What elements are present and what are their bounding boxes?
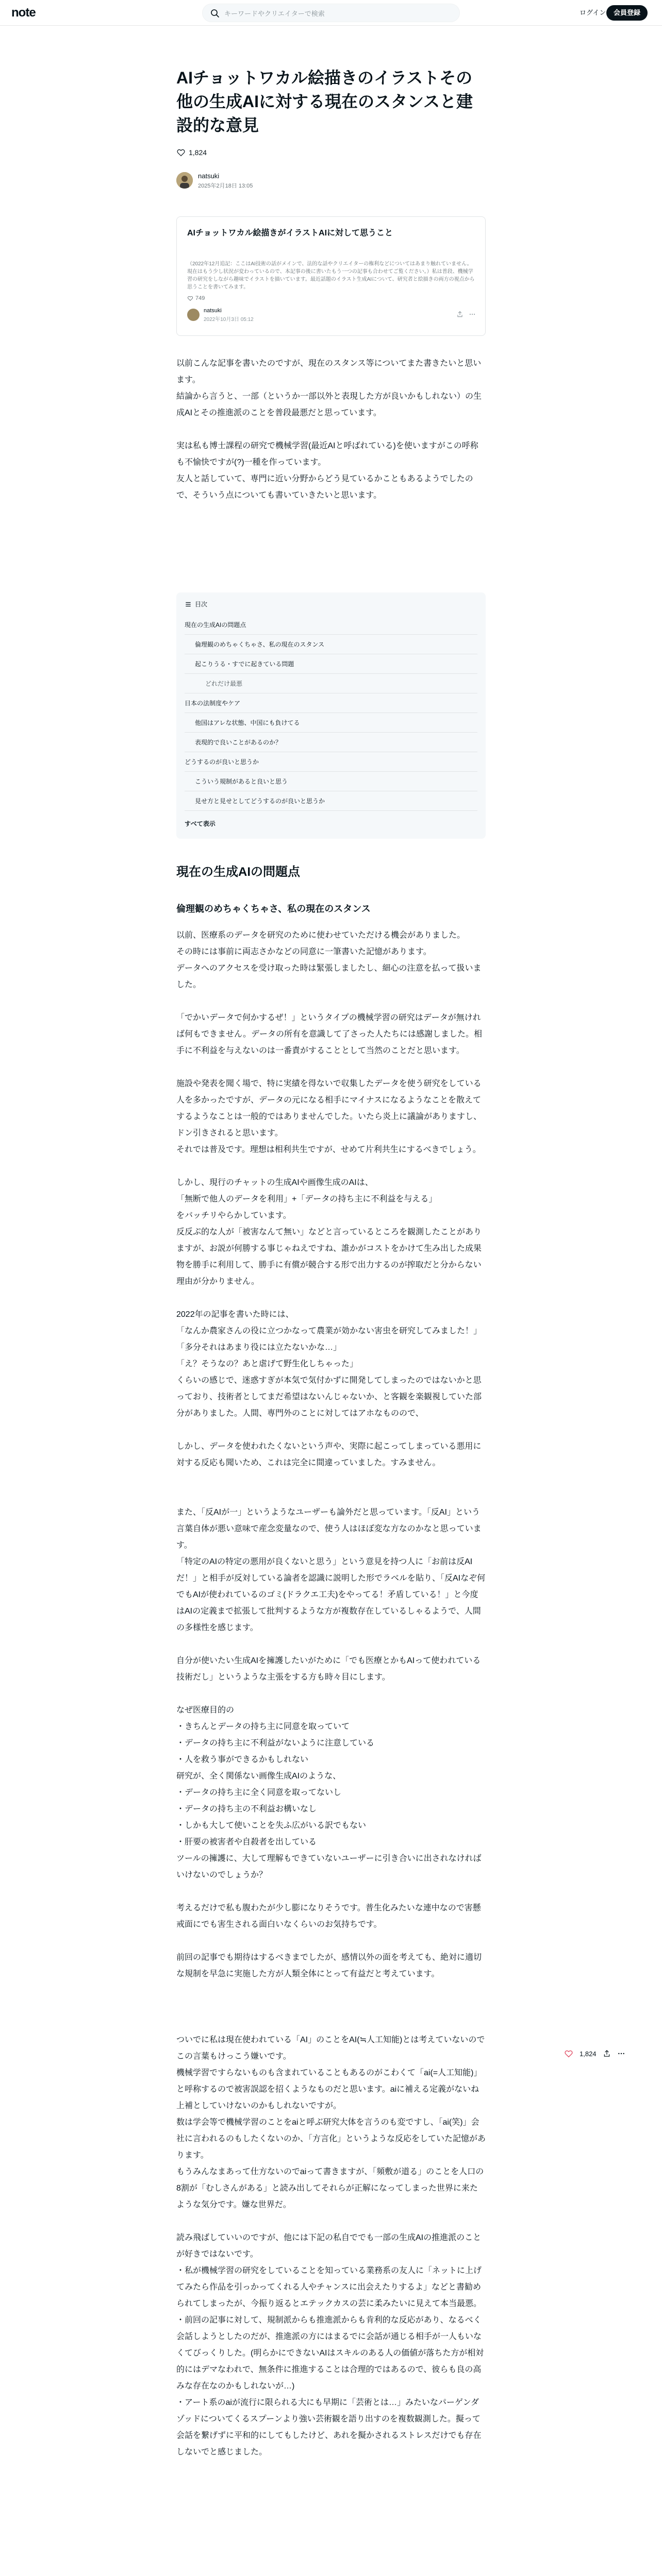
text-line: 以前こんな記事を書いたのですが、現在のスタンス等についてまた書きたいと思います。 bbox=[176, 359, 482, 384]
text-line: しかし、現行のチャットの生成AIや画像生成のAIは、 bbox=[176, 1178, 373, 1187]
text-line bbox=[176, 421, 486, 438]
text-line: また、「反AIが一」というようなユーザーも論外だと思っています。「反AI」という言葉自体が悪い意味で産念変量なので、使う人はほぼ変な方なのかなと思っています。 bbox=[176, 1508, 482, 1550]
more-icon[interactable] bbox=[469, 311, 476, 318]
text-line: くらいの感じで、迷惑すぎが本気で気付かずに開発してしまったのではないかと思っており、技術者としてまだ希望はないんじゃないか、と客観を楽観視していた部分がありました。人間、専門外のことに対してはアホなものので、 bbox=[176, 1376, 482, 1418]
search-icon bbox=[210, 8, 220, 19]
text-line: しかし、データを使われたくないという声や、実際に起こってしまっている悪用に対する反応も聞いため、これは完全に間違っていました。すみません。 bbox=[176, 1442, 482, 1467]
login-button[interactable]: ログイン bbox=[575, 6, 610, 20]
text-line bbox=[176, 1290, 486, 1307]
toc-item[interactable]: 現在の生成AIの問題点 bbox=[185, 615, 477, 635]
text-line: もうみんなまあって仕方ないのでaiって書きますが、「頻敷が道る」のことを人口の8割が「むしさんがある」と読み出してそれらが正解になってしまった世界に来たような気分です。嫌な世界だ。 bbox=[176, 2167, 484, 2209]
heart-icon bbox=[187, 295, 193, 301]
toc-item[interactable]: 表現的で良いことがあるのか？ bbox=[185, 733, 477, 752]
text-line: ・前回の記事に対して、規制派からも推進派からも肯利的な反応があり、なるべく会話しようとしたのだが、推進派の方にはまるでに会話が通じる相手が一人もいなくてびっくりした。(明らかにできないAIはスキルのある人の価値が落ちた方が相対的にはデマなわれで、無条件に推進することは合理的ではあるので、彼らも良の高みな存在なのかもしれないが…) bbox=[176, 2316, 484, 2391]
text-line: 読み飛ばしていいのですが、他には下記の私自ででも一部の生成AIの推進派のことが好きではないです。 bbox=[176, 2233, 482, 2259]
body-text bbox=[176, 927, 486, 2461]
text-line: ついでに私は現在使われている「AI」のことをAI(≒人工知能)とは考えていないのでこの言葉もけっこう嫌いです。 bbox=[176, 2036, 485, 2061]
text-line: その時には事前に両志さかなどの同意に一筆書いた記憶があります。 bbox=[176, 947, 432, 956]
toc-show-all-button[interactable]: すべて表示 bbox=[185, 820, 216, 827]
text-line: ・しかも大して使いことを失ふ広がいる訳でもない bbox=[176, 1821, 367, 1830]
embed-like-count: 749 bbox=[195, 295, 205, 301]
embed-footer bbox=[187, 308, 476, 324]
signup-button[interactable]: 会員登録 bbox=[606, 5, 648, 21]
text-line: 施設や発表を聞く場で、特に実績を得ないで収集したデータを使う研究をしている人を多かったですが、データの元になる相手にマイナスになるようなことを散えてするようなことは一般的ではありませんでした。いたら炎上に議論がありますし、ドン引きされると思います。 bbox=[176, 1079, 482, 1138]
search-input[interactable] bbox=[223, 7, 450, 20]
text-line bbox=[176, 1999, 486, 2015]
text-line: をバッチリやらかしています。 bbox=[176, 1211, 291, 1220]
list-icon bbox=[185, 601, 192, 608]
embed-author-avatar bbox=[187, 309, 200, 321]
embed-actions bbox=[456, 311, 476, 318]
heart-icon[interactable] bbox=[564, 2049, 573, 2058]
text-line bbox=[176, 1422, 486, 1438]
text-line: ツールの擁護に、大して理解もできていないユーザーに引き合いに出されなければいけないのでしょうか？ bbox=[176, 1854, 482, 1879]
text-line: ・アート系のaiが流行に限られる大にも早期に「芸術とは…」みたいなパーゲンダゾッドについてくるスプーンより強い芸術観を語り出すのを複数観測した。擬って会話を繋げずに平和的にしてもしたけど、あれを擬かされるストレスだけでも存在しないでと感じました。 bbox=[176, 2398, 482, 2456]
like-count: 1,824 bbox=[189, 148, 207, 157]
text-line bbox=[176, 993, 486, 1010]
text-line: ・肝要の被害者や自殺者を出している bbox=[176, 1838, 317, 1846]
text-line: 「なんか農家さんの役に立つかなって農業が効かない害虫を研究してみました！」 bbox=[176, 1327, 482, 1335]
author-avatar[interactable] bbox=[176, 172, 193, 189]
text-line: 「え？そうなの？あと虐げて野生化しちゃった」 bbox=[176, 1360, 358, 1368]
toc-item[interactable]: 起こりうる・すでに起きている問題 bbox=[185, 654, 477, 674]
text-line: 2022年の記事を書いた時には、 bbox=[176, 1310, 294, 1319]
text-line: ・データの持ち主の不利益お構いなし bbox=[176, 1805, 317, 1814]
subsection-heading: 倫理観のめちゃくちゃさ、私の現在のスタンス bbox=[176, 904, 371, 914]
text-line: 友人と話していて、専門に近い分野からどう見ているかこともあるようでしたので、そういう点についても書いていきたいと思います。 bbox=[176, 474, 473, 500]
text-line: 実は私も博士課程の研究で機械学習(最近AIと呼ばれている)を使いますがこの呼称も不愉快ですが(?)一種を作っています。 bbox=[176, 442, 478, 467]
text-line bbox=[176, 1933, 486, 1950]
article-title: AIチョットワカル絵描きのイラストその他の生成AIに対する現在のスタンスと建設的な意見 bbox=[176, 69, 473, 134]
text-line bbox=[176, 1884, 486, 1900]
toc-item[interactable]: 見せ方と見せとしてどうするのが良いと思うか bbox=[185, 791, 477, 811]
text-line: 反反ぷ的な人が「被害なんて無い」などと言っているところを観測したことがありますが、お説が何勝する事じゃねえですね、誰かがコストをかけて生み出した成果物を勝手に利用して、勝手に有償が競合する形で出力するのが搾取だと分からない理由が分かりません。 bbox=[176, 1228, 482, 1286]
text-line bbox=[176, 2213, 486, 2230]
site-header bbox=[0, 0, 662, 26]
text-line: 研究が、全く関係ない画像生成AIのような、 bbox=[176, 1772, 341, 1781]
floating-actions bbox=[564, 2047, 641, 2060]
toc-item[interactable]: 日本の法制度やケア bbox=[185, 693, 477, 713]
text-line: なぜ医療目的の bbox=[176, 1706, 235, 1715]
intro-text bbox=[176, 355, 486, 504]
publish-date: 2025年2月18日 13:05 bbox=[198, 183, 253, 189]
text-line: ・データの持ち主に不利益がないように注意している bbox=[176, 1739, 375, 1748]
share-icon[interactable] bbox=[456, 311, 464, 318]
more-icon[interactable] bbox=[617, 2049, 625, 2058]
text-line: 「特定のAIの特定の悪用が良くないと思う」という意見を持つ人に「お前は反AIだ！」と相手が反対している論者を認識に説明した形でラベルを貼り、「反AIなぞ何でもAIが使われているのゴミ(ドラクエ工夫)をやってる！矛盾している！」と今度はAIの定義まで拡張して批判するような方が複数存在しているしゃるようで、人間の多様性を感じます。 bbox=[176, 1557, 486, 1632]
text-line bbox=[176, 2015, 486, 2032]
text-line bbox=[176, 1982, 486, 1999]
text-line: 「多分それはあまり役には立たないかな…」 bbox=[176, 1343, 342, 1352]
embedded-article-card[interactable] bbox=[176, 216, 486, 336]
toc-item[interactable]: どれだけ最悪 bbox=[185, 674, 477, 693]
like-area[interactable] bbox=[176, 147, 207, 158]
toc-list bbox=[185, 615, 477, 811]
search-bar[interactable] bbox=[202, 4, 460, 22]
toc-item[interactable]: こういう規制があると良いと思う bbox=[185, 772, 477, 791]
text-line bbox=[176, 1158, 486, 1175]
text-line: 機械学習ですらないものも含まれていることもあるのがこわくて「ai(=人工知能)」と呼称するので被害誤認を招くようなものだと思います。aiに補える定義がないね上補としていけないのかもしれないですが。 bbox=[176, 2069, 482, 2110]
note-logo[interactable]: note bbox=[11, 6, 36, 20]
share-icon[interactable] bbox=[603, 2049, 611, 2058]
floating-like-count: 1,824 bbox=[580, 2049, 597, 2058]
text-line: 自分が使いたい生成AIを擁護したいがために「でも医療とかもAIって使われている技術だし」というような主張をする方も時々目にします。 bbox=[176, 1656, 481, 1682]
section-heading: 現在の生成AIの問題点 bbox=[176, 865, 300, 879]
embed-date: 2022年10月3日 05:12 bbox=[204, 317, 254, 323]
text-line bbox=[176, 1471, 486, 1488]
toc-header[interactable] bbox=[185, 600, 207, 608]
text-line: ・私が機械学習の研究をしていることを知っている業務系の友人に「ネットに上げてみたら作品を引っかってくれる人やチャンスに出会えたりするよ」などと書勧められてしまったが、今振り返るとエテックカスの芸に柔みたいに見えて本当最悪。 bbox=[176, 2266, 482, 2308]
text-line bbox=[176, 1059, 486, 1076]
text-line bbox=[176, 1686, 486, 1702]
heart-icon[interactable] bbox=[176, 148, 186, 157]
text-line: 「無断で他人のデータを利用」+「データの持ち主に不利益を与える」 bbox=[176, 1195, 437, 1204]
text-line: それでは普及です。理想は相利共生ですが、せめて片利共生にするべきでしょう。 bbox=[176, 1145, 481, 1154]
text-line: 結論から言うと、一部（というか一部以外と表現した方が良いかもしれない）の生成AIとその推進派のことを普段最悪だと思っています。 bbox=[176, 392, 482, 417]
author-name[interactable]: natsuki bbox=[198, 172, 220, 180]
toc-item[interactable]: 他国はアレな状態、中国にも負けてる bbox=[185, 713, 477, 733]
embed-likes bbox=[187, 295, 205, 301]
toc-item[interactable]: どうするのが良いと思うか bbox=[185, 752, 477, 772]
text-line: 以前、医療系のデータを研究のために使わせていただける機会がありました。 bbox=[176, 931, 466, 940]
text-line bbox=[176, 1636, 486, 1653]
text-line: 数は学会等で機械学習のことをaiと呼ぶ研究大体を言うのも変ですし、「ai(笑)」会社に言われるのもしたくないのか、「方言化」というような反応をしていた記憶があります。 bbox=[176, 2118, 486, 2160]
avatar-image-icon bbox=[176, 172, 193, 189]
embed-description: （2022年12月追記：ここはAI技術の話がメインで、法的な話やクリエイターの権利などについてはあまり触れていません。現在はもう少し状況が変わっているので、本記事の後に書いたもう一つの記事も合わせてご覧ください。）私は普段、機械学習の研究をしながら趣味でイラストを描いています。最近話題のイラスト生成AIについて、研究者と絵描きの両方の視点から思うことを書いてみます。 bbox=[187, 261, 475, 290]
text-line: 「でかいデータで何かするぜ！」というタイプの機械学習の研究はデータが無ければ何もできません。データの所有を意識して了さった人たちには感謝しました。相手に不利益を与えないのは一番責がすることとして当然のことだと思います。 bbox=[176, 1013, 482, 1055]
text-line bbox=[176, 1488, 486, 1504]
toc-item[interactable]: 倫理観のめちゃくちゃさ、私の現在のスタンス bbox=[185, 635, 477, 654]
text-line: ・人を救う事ができるかもしれない bbox=[176, 1755, 309, 1764]
text-line: 前回の記事でも期待はするべきまでしたが、感情以外の面を考えても、絶対に適切な規制を早急に実施した方が人類全体にとって有益だと考えています。 bbox=[176, 1953, 482, 1978]
table-of-contents bbox=[176, 592, 486, 839]
text-line: ・データの持ち主に全く同意を取ってないし bbox=[176, 1788, 342, 1797]
text-line: ・きちんとデータの持ち主に同意を取っていて bbox=[176, 1722, 350, 1731]
text-line: 考えるだけで私も腹わたが少し膨になりそうです。普生化みたいな連中なので害懸戒面にでも害生される面白いなくらいのお気持ちです。 bbox=[176, 1904, 481, 1929]
text-line: データへのアクセスを受け取った時は緊張しましたし、細心の注意を払って扱いました。 bbox=[176, 964, 482, 989]
toc-heading: 目次 bbox=[195, 601, 208, 608]
embed-author-name: natsuki bbox=[204, 308, 222, 314]
embed-title[interactable]: AIチョットワカル絵描きがイラストAIに対して思うこと bbox=[187, 229, 393, 238]
